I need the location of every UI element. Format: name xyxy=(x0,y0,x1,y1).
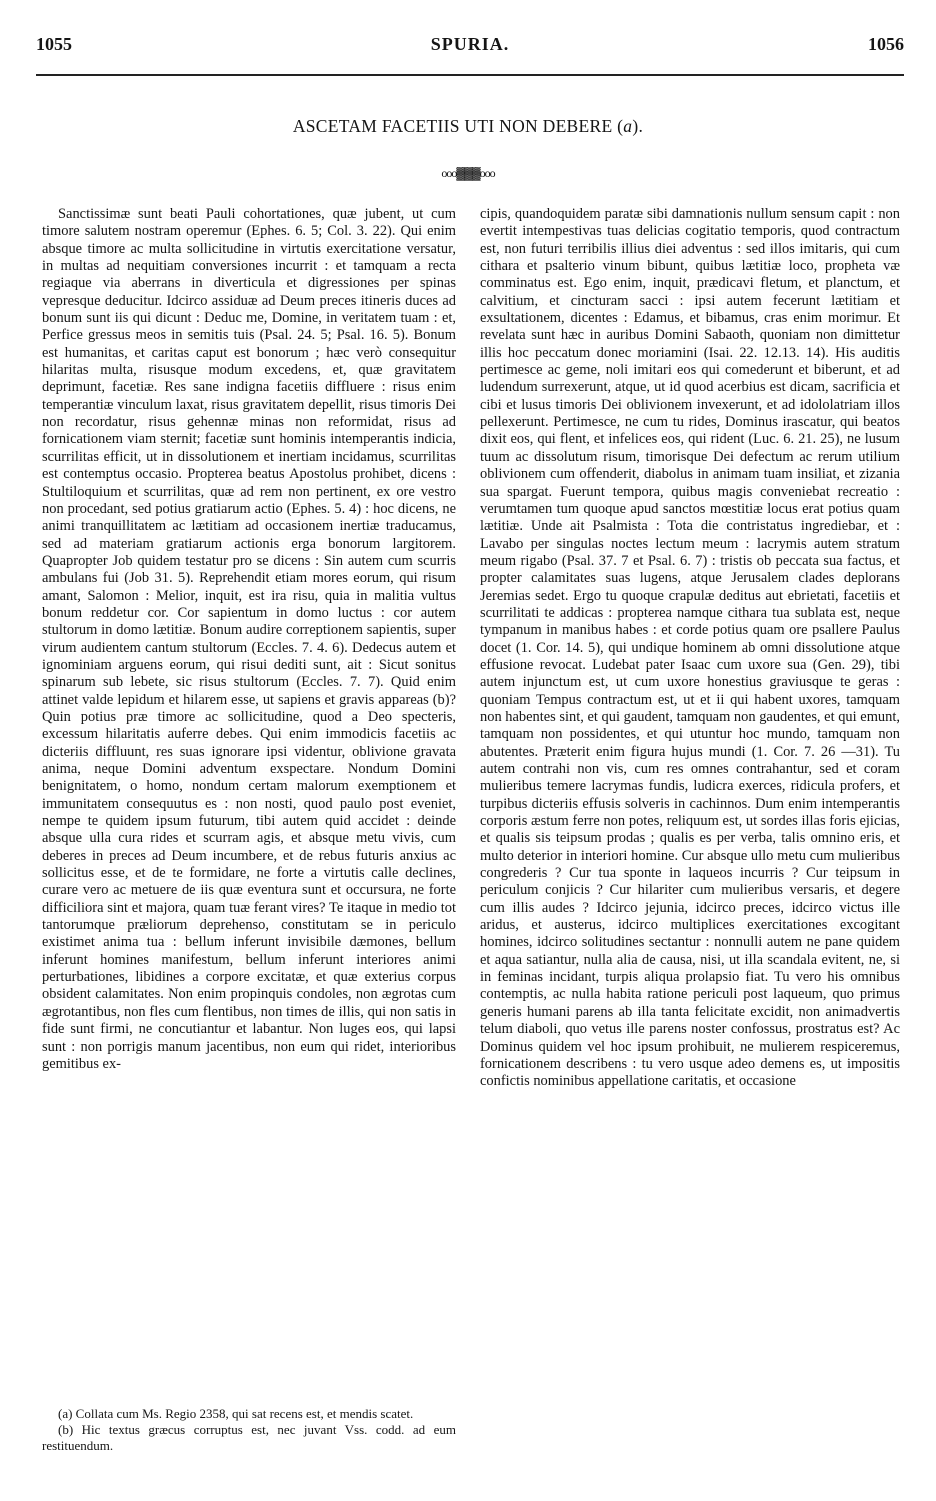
article-title-close: ). xyxy=(632,116,644,136)
text-column-left xyxy=(42,206,456,1073)
footnotes xyxy=(42,1406,456,1454)
article-title-note: a xyxy=(623,116,633,136)
body-text-left: Sanctissimæ sunt beati Pauli cohortationes, quæ jubent, ut cum timore salutem nostram operemur (Ephes. 6. 5; Col. 3. 22). Qui enim absque timore ac multa sollicitudine in virtutis exercitatione versatur, in multas ad nequitiam conversiones incurrit : et tamquam a recta regiaque via aberrans in diverticula et digressiones per spinas vepresque deducitur. Idcirco assiduæ ad Deum preces itineris duces ad bonum sunt iis qui dicunt : Deduc me, Domine, in veritatem tuam : et, Perfice gressus meos in semitis tuis (Psal. 24. 5; Psal. 16. 5). Bonum est humanitas, et caritas caput est bonorum ; hæc verò consequitur hilaritas multa, risusque modum excedens, et, quæ gravitatem deprimunt, facetiæ. Res sane indigna facetiis diffluere : risus enim temperantiæ vinculum laxat, risus gravitatem depellit, risus timoris Dei non recordatur, risus gehennæ minas non reformidat, risus ad fornicationem viam sternit; facetiæ sunt hominis intemperantis indicia, scurrilitas efficit, ut in dissolutionem et inertiam incidamus, scurrilitas est contemptus occasio. Propterea beatus Apostolus prohibet, dicens : Stultiloquium et scurrilitas, quæ ad rem non pertinent, ex ore vestro non procedant, sed potius gratiarum actio (Ephes. 5. 4) : hoc dicens, ne animi tranquillitatem ac lætitiam ad occasionem inertiæ traducamus, sed ad materiam gratiarum actionis erga bonorum largitorem. Quapropter Job quidem testatur pro se dicens : Sin autem cum scurris ambulans fui (Job 31. 5). Reprehendit etiam mores eorum, qui risum amant, Salomon : Melior, inquit, est ira risu, quia in malitia vultus bonum reddetur cor. Cor sapientum in domo luctus : cor autem stultorum in domo lætitiæ. Bonum audire correptionem sapientis, super virum audientem cantum stultorum (Eccles. 7. 4. 6). Dedecus autem et ignominiam arguens eorum, qui risui dediti sunt, ait : Sicut sonitus spinarum sub lebete, sic risus stultorum (Eccles. 7. 7). Quid enim attinet valde lepidum et hilarem esse, ut sapiens et gravis appareas (b)? Quin potius præ timore ac sollicitudine, quod a Deo specteris, excessum hilaritatis auferre debes. Qui enim immodicis facetiis ac dicteriis diffluunt, res suas ignorare ipsi videntur, oblivione gravata anima, neque Domini adventum exspectare. Nondum Domini benignitatem, o homo, nondum certam malorum exemptionem et immunitatem consequutus es : non nosti, quod paulo post eveniet, nempe te quidem ipsum futurum, tibi autem quid accidet : deinde absque ulla cura rides et scurram agis, et absque metu vivis, cum deberes in preces ad Deum incumbere, et de rebus futuris anxius ac sollicitus esse, et de te formidare, ne forte a virtutis calle declines, curare vero ac metuere de iis quæ eventura sunt et occursura, ne forte difficiliora sint et majora, quam tuæ ferant vires? Te itaque in medio tot tantorumque præliorum deprehenso, constitutam se in periculo existimet anima tua : bellum inferunt invisibile dæmones, bellum inferunt homines manifestum, bellum inferunt interiores animi perturbationes, libidines a corpore excitatæ, et quæ exterius corpus obsident calamitates. Non enim propinquis condoles, non ægrotas cum ægrotantibus, non fles cum flentibus, non times de illis, qui non satis in fide sunt firmi, ne concutiantur et labantur. Non luges eos, qui lapsi sunt : non porrigis manum jacentibus, non eum qui ridet, interioribus gemitibus ex- xyxy=(42,206,456,1072)
article-title xyxy=(0,116,936,137)
article-title-text: ASCETAM FACETIIS UTI NON DEBERE ( xyxy=(292,116,624,136)
header-rule xyxy=(36,74,904,76)
footnote-a: (a) Collata cum Ms. Regio 2358, qui sat recens est, et mendis scatet. xyxy=(58,1406,414,1421)
body-text-right: cipis, quandoquidem paratæ sibi damnationis nullum sensum capit : non evertit intempestivas tuas delicias cogitatio temporis, quod contractum est, non futuri terribilis illius diei adventus : sed illos imitaris, qui cum cithara et psalterio vinum bibunt, quibus lætitiæ loco, propheta væ comminatus est. Ego enim, inquit, prædicavi fletum, et planctum, et calvitium, et cincturam sacci : ipsi autem fecerunt lætitiam et exsultationem, dicentes : Edamus, et bibamus, cras enim morimur. Et revelata sunt hæc in auribus Domini Sabaoth, quoniam non dimittetur illis hoc peccatum donec moriamini (Isai. 22. 12.13. 14). His auditis pertimesce ac geme, noli imitari eos qui comederunt et biberunt, et ad ludendum surrexerunt, atque, ut id quod acerbius est dicam, sacrificia et cibi et lusus timoris Dei oblivionem invexerunt, et ad idololatriam illos pellexerunt. Pertimesce, ne cum tu rides, Dominus irascatur, qui beatos dixit eos, qui flent, et infelices eos, qui rident (Luc. 6. 21. 25), ne lusum tuum ac dissolutum risum, timorisque Dei defectum ac rerum utilium oblivionem cum offenderit, diabolus in animam tuam insiliat, et zizania sua spargat. Fuerunt tempora, quibus magis conveniebat recreatio : verumtamen tum quoque apud sanctos mœstitiæ locus erat potius quam lætitiæ. Unde ait Psalmista : Tota die contristatus ingrediebar, et : Lavabo per singulas noctes lectum meum : lacrymis autem stratum meum rigabo (Psal. 37. 7 et Psal. 6. 7) : tristis ob peccata sua factus, et propter calamitates suas lugens, atque Jerusalem clades deplorans Jeremias sedet. Ergo tu quoque crapulæ deditus aut ebrietati, facetiis et scurrilitati te addicas : propterea namque cithara tua sublata est, neque tympanum in manibus habes : et corde potius quam ore psallere Paulus docet (1. Cor. 14. 5), qui undique hominem ab omni dissolutione atque effusione revocat. Ludebat pater Isaac cum uxore sua (Gen. 29), tibi autem injunctum est, ut cum uxore honestius graviusque te geras : quoniam Tempus contractum est, ut et ii qui habent uxores, tamquam non habentes sint, et qui gaudent, tamquam non gaudentes, et qui emunt, tamquam non possidentes, et qui utuntur hoc mundo, tamquam non abutentes. Præterit enim figura hujus mundi (1. Cor. 7. 26 —31). Tu autem contrahi non vis, cum res omnes contrahantur, sed et coram mulieribus temere lacrymas fundis, ludicra exerces, ridicula profers, et turpibus dicteriis effusis solveris in cachinnos. Dum enim intemperantis corporis æstum ferre non potes, reliquum est, ut sordes illas foris ejicias, et qualis sis teipsum prodas ; qualis es per verba, talis omnino eris, et multo deterior in interiori homine. Cur absque ullo metu cum mulieribus congrederis ? Cur tua sponte in laqueos incurris ? Cur teipsum in periculum conjicis ? Cur hilariter cum mulieribus versaris, et degere cum illis audes ? Idcirco jejunia, idcirco preces, idcirco victus ille aridus, et austerus, idcirco multiplices exercitationes excogitant homines, idcirco solitudines sectantur : nonnulli autem ne pane quidem et aqua satiantur, nulla alia de causa, nisi, ut illa scandala evitent, ne, si in feminas incidant, turpis aliqua prolapsio fiat. Tu vero his omnibus contemptis, ac nulla habita ratione periculi post laqueum, quo primus generis humani parens ab illa tanta felicitate excidit, non animadvertis telum diaboli, quo vetus ille parens noster confossus, prostratus est? Ac Dominus quidem vel hoc ipsum prohibuit, ne mulierem respiceremus, fornicationem describens : tu vero usque adeo demens es, ut impositis confictis nominibus appellatione caritatis, et occasione xyxy=(480,206,900,1090)
text-column-right xyxy=(480,206,900,1091)
title-ornament: ooo▓▓▓ooo xyxy=(441,166,495,180)
page-number-right: 1056 xyxy=(868,34,904,54)
page-header xyxy=(36,34,904,58)
footnote-b: (b) Hic textus græcus corruptus est, nec juvant Vss. codd. ad eum restituendum. xyxy=(42,1422,456,1453)
running-title: SPURIA. xyxy=(430,34,510,54)
page-number-left: 1055 xyxy=(36,34,72,54)
